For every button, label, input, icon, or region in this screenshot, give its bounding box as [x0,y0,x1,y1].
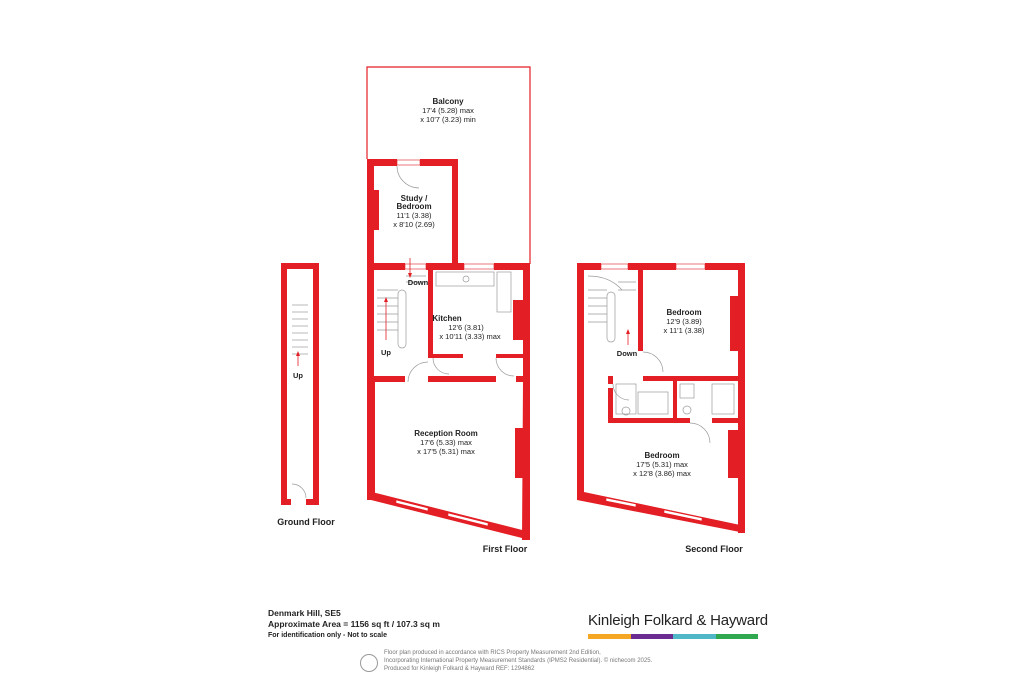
agent-brand [588,612,768,639]
first-floor-title: First Floor [482,544,528,554]
kitchen-name: Kitchen [432,314,462,323]
balcony-dim-1: 17'4 (5.28) max [422,106,474,115]
footer-line-2: Incorporating International Property Measurement Standards (IPMS2 Residential). © nichecom 2025. [384,658,653,664]
approximate-area: Approximate Area = 1156 sq ft / 107.3 sq m [268,619,440,629]
bedroom-bottom-dim-2: x 12'8 (3.86) max [633,469,691,478]
rics-logo-icon [360,654,378,672]
kitchen-dim-2: x 10'11 (3.33) max [439,332,501,341]
first-floor-stairs-down-label: Down [407,278,429,287]
second-floor-plan [577,263,745,533]
reception-name: Reception Room [414,429,478,438]
bedroom-bottom-name: Bedroom [644,451,680,460]
study-name-1: Study / [400,194,428,203]
bedroom-top-name: Bedroom [666,308,702,317]
brand-color-teal [673,634,716,639]
reception-dim-2: x 17'5 (5.31) max [417,447,475,456]
second-floor-title: Second Floor [685,544,743,554]
ground-stairs [292,305,308,498]
second-floor-stairs-down-label: Down [616,349,638,358]
first-floor-plan [367,67,530,540]
measurement-footer [384,649,652,673]
bedroom-bottom-dim-1: 17'5 (5.31) max [636,460,688,469]
brand-color-purple [631,634,674,639]
bedroom-top-dim-1: 12'9 (3.89) [666,317,702,326]
ground-floor-plan [281,263,319,505]
property-info [268,608,440,641]
reception-dim-1: 17'6 (5.33) max [420,438,472,447]
property-address: Denmark Hill, SE5 [268,608,341,618]
brand-color-green [716,634,759,639]
bedroom-top-dim-2: x 11'1 (3.38) [663,326,705,335]
study-dim-2: x 8'10 (2.69) [393,220,435,229]
study-name-2: Bedroom [396,202,432,211]
brand-color-orange [588,634,631,639]
balcony-dim-2: x 10'7 (3.23) min [420,115,476,124]
ground-stairs-up-label: Up [293,371,303,380]
ground-floor-title: Ground Floor [277,517,335,527]
first-floor-stairs [377,166,514,382]
brand-color-bar [588,634,758,639]
first-floor-stairs-up-label: Up [381,348,391,357]
footer-line-3: Produced for Kinleigh Folkard & Hayward REF: 1294862 [384,666,535,672]
agent-name: Kinleigh Folkard & Hayward [588,612,768,629]
identification-note: For identification only - Not to scale [268,632,388,639]
balcony-name: Balcony [432,97,464,106]
kitchen-dim-1: 12'6 (3.81) [448,323,484,332]
study-dim-1: 11'1 (3.38) [396,211,432,220]
footer-line-1: Floor plan produced in accordance with RICS Property Measurement 2nd Edition, [384,650,601,656]
